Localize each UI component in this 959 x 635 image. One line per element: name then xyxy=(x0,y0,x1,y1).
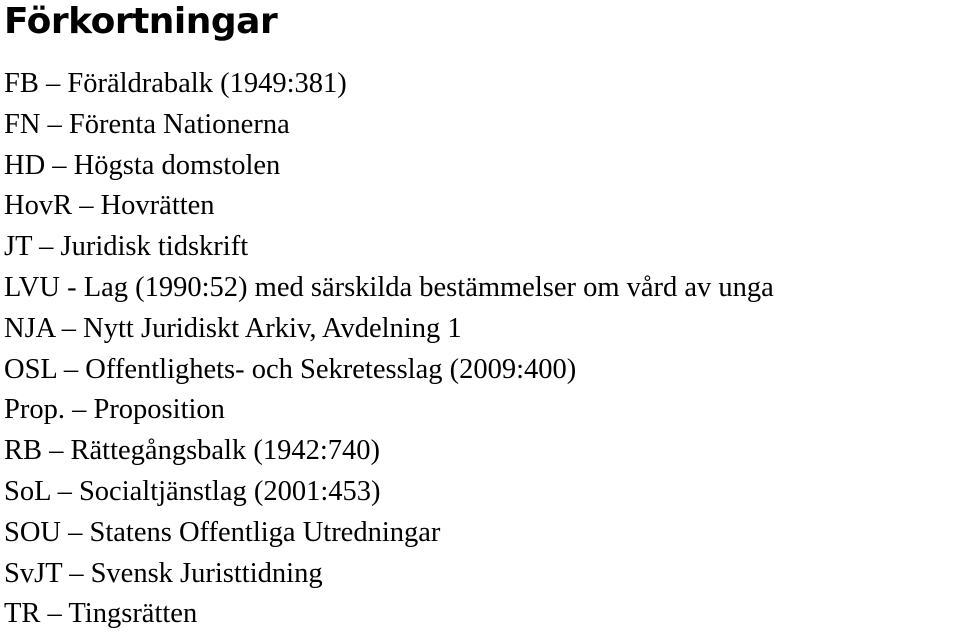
abbreviation-entry-hovr: HovR – Hovrätten xyxy=(4,190,215,222)
abbreviation-list xyxy=(4,64,774,635)
abbreviation-entry-jt: JT – Juridisk tidskrift xyxy=(4,231,249,263)
abbreviation-entry-hd: HD – Högsta domstolen xyxy=(4,149,281,181)
abbreviation-entry-svjt: SvJT – Svensk Juristtidning xyxy=(4,557,323,589)
abbreviation-entry-tr: TR – Tingsrätten xyxy=(4,598,198,630)
abbreviation-entry-sol: SoL – Socialtjänstlag (2001:453) xyxy=(4,475,381,507)
abbreviation-entry-nja: NJA – Nytt Juridiskt Arkiv, Avdelning 1 xyxy=(4,312,462,344)
abbreviation-entry-rb: RB – Rättegångsbalk (1942:740) xyxy=(4,435,380,467)
abbreviation-entry-osl: OSL – Offentlighets- och Sekretesslag (2009:400) xyxy=(4,353,577,385)
abbreviation-entry-prop: Prop. – Proposition xyxy=(4,394,225,426)
abbreviation-entry-fn: FN – Förenta Nationerna xyxy=(4,108,290,140)
abbreviation-entry-sou: SOU – Statens Offentliga Utredningar xyxy=(4,516,441,548)
page-title: Förkortningar xyxy=(4,1,278,42)
abbreviation-entry-lvu: LVU - Lag (1990:52) med särskilda bestämmelser om vård av unga xyxy=(4,271,774,303)
abbreviation-entry-fb: FB – Föräldrabalk (1949:381) xyxy=(4,68,347,99)
